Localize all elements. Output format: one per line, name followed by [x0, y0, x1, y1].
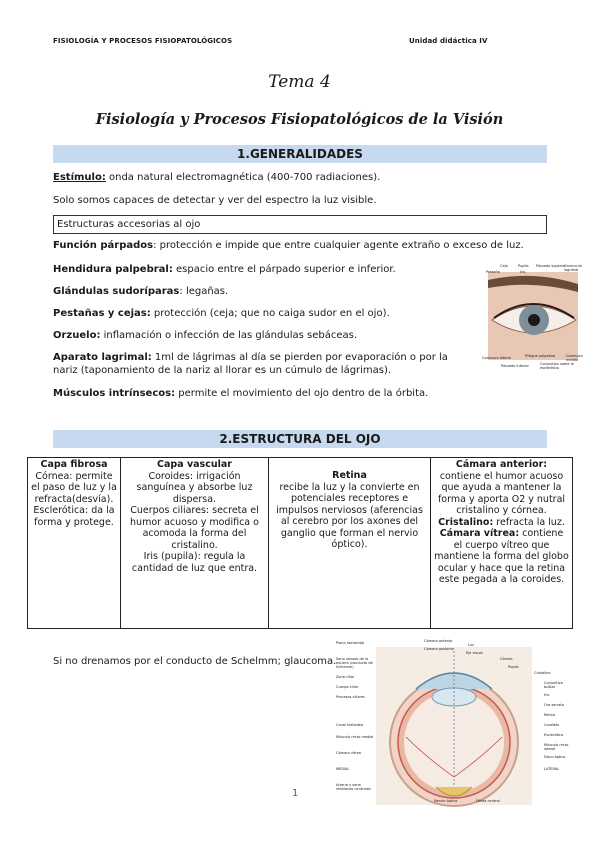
anatomy-label-left: Procesos ciliares	[336, 695, 365, 699]
cell-label: Cámara vítrea:	[439, 528, 520, 539]
item-label: Glándulas sudoríparas	[53, 286, 180, 297]
cell-label: Cámara anterior:	[455, 459, 548, 470]
item-label: Aparato lagrimal:	[53, 352, 152, 363]
accesorias-box: Estructuras accesorias al ojo	[53, 215, 547, 234]
anatomy-label-right: Disco óptico	[544, 755, 566, 759]
anatomy-label-right: Cámara posterior	[424, 647, 455, 651]
anatomy-label-left: MEDIAL	[336, 767, 350, 771]
anatomy-label-right: Nervio óptico	[434, 799, 458, 803]
anatomy-label-right: Retina	[544, 713, 556, 717]
cell-text: contiene el humor acuoso que ayuda a mantener la forma y aporta O2 y nutral cristalino y córnea.	[437, 470, 566, 516]
cell-line: Córnea: permite el paso de luz y la refracta(desvía).	[31, 470, 117, 505]
table-cell-fibrosa	[28, 458, 121, 629]
eye-label: Conjuntiva sobre la esclerótica	[540, 362, 574, 370]
item-label: Músculos intrínsecos:	[53, 388, 176, 399]
cell-part	[434, 528, 569, 586]
anatomy-label-right: Luz	[468, 643, 474, 647]
anatomy-label-left: Zona ciliar	[336, 675, 355, 679]
page-title: Tema 4	[268, 72, 331, 92]
table-cell-retina	[269, 458, 431, 629]
item-parpados	[53, 239, 543, 252]
section-heading-generalidades: 1.GENERALIDADES	[53, 145, 547, 163]
item-text: : legañas.	[179, 286, 229, 297]
eye-label: Comisura medial	[566, 354, 583, 362]
eye-label: Iris	[520, 270, 526, 274]
cell-line: Coroides: irrigación sanguínea y absorbe luz dispersa.	[136, 470, 253, 505]
item-text: permite el movimiento del ojo dentro de la órbita.	[175, 388, 429, 399]
header-left: FISIOLOGÍA Y PROCESOS FISIOPATOLÓGICOS	[53, 37, 233, 45]
eye-photo	[478, 262, 588, 372]
anatomy-label-left: Seno venoso de la esclera (conducto de Schlemm)	[336, 657, 373, 669]
item-label: Pestañas y cejas:	[53, 308, 151, 319]
cell-title: Capa fibrosa	[40, 459, 108, 470]
cell-title: Capa vascular	[157, 459, 232, 470]
estimulo-label: Estímulo:	[53, 172, 106, 183]
anatomy-label-right: Coroides	[544, 723, 560, 727]
item-glandulas	[53, 285, 473, 298]
table-cell-vascular	[121, 458, 269, 629]
item-label: Función párpados	[53, 240, 154, 251]
anatomy-label-right: Iris	[544, 693, 550, 697]
anatomy-label-right: Músculo recto lateral	[544, 743, 569, 751]
anatomy-label-left: Cuerpo ciliar	[336, 685, 359, 689]
item-text: espacio entre el párpado superior e inferior.	[172, 264, 396, 275]
item-hendidura	[53, 263, 473, 276]
anatomy-label-right: Eje visual	[466, 651, 483, 655]
eye-anatomy-diagram	[336, 637, 572, 807]
anatomy-label-left: Músculo recto medial	[336, 735, 374, 739]
eye-label: Pupila	[518, 264, 529, 268]
anatomy-label-left: Canal hialoideo	[336, 723, 363, 727]
anatomy-label-right: LATERAL	[544, 767, 560, 771]
anatomy-label-right: Cámara anterior	[424, 639, 453, 643]
anatomy-label-right: Ora serrata	[544, 703, 564, 707]
table-cell-camaras	[431, 458, 573, 629]
cell-line: Cuerpos ciliares: secreta el humor acuoso y modifica o acomoda la forma del cristalino.	[130, 505, 259, 551]
cell-line: Iris (pupila): regula la cantidad de luz que entra.	[131, 551, 258, 574]
cell-line: Esclerótica: da la forma y protege.	[33, 505, 115, 528]
anatomy-label-right: Fóvea central	[476, 799, 500, 803]
cell-part	[434, 459, 569, 517]
item-text: protección (ceja; que no caiga sudor en el ojo).	[150, 308, 390, 319]
cell-label: Cristalino:	[438, 516, 494, 528]
anatomy-label-right: Pupila	[508, 665, 519, 669]
cell-text: contiene el cuerpo vítreo que mantiene la forma del globo ocular y hace que la retina este pegada a la coroides.	[434, 528, 569, 585]
item-text: 1ml de lágrimas al día se pierden por evaporación o por la nariz (taponamiento de la nariz al llorar es un cúmulo de lágrimas).	[53, 352, 448, 376]
eye-label: Ceja	[500, 264, 508, 268]
header-right: Unidad didáctica IV	[409, 37, 488, 45]
anatomy-label-right: Cristalino	[534, 671, 551, 675]
anatomy-label-right: Esclerótica	[544, 733, 564, 737]
eye-label: Comisura lateral	[482, 356, 511, 360]
cell-part	[434, 517, 569, 529]
item-label: Hendidura palpebral:	[53, 264, 173, 275]
item-label: Orzuelo:	[53, 330, 101, 341]
table-row	[28, 458, 573, 629]
item-aparato-lagrimal	[53, 351, 473, 377]
anatomy-label-left: Cámara vítrea	[336, 751, 361, 755]
estimulo-text: onda natural electromagnética (400-700 radiaciones).	[105, 172, 381, 183]
item-musculos	[53, 387, 473, 400]
anatomy-label-left: Arteria y vena retinianas centrales	[336, 783, 371, 791]
eye-label: Párpado superior	[536, 264, 566, 268]
section-heading-estructura: 2.ESTRUCTURA DEL OJO	[53, 430, 547, 448]
cell-line: recibe la luz y la convierte en potenciales receptores e impulsos nerviosos (aferencias al cerebro por los axones del ganglio que forman el nervio óptico).	[276, 481, 423, 550]
eye-label: Pestaña	[486, 270, 500, 274]
anatomy-label-right: Conjuntiva bulbar	[544, 681, 563, 689]
anatomy-label-right: Córnea	[500, 657, 513, 661]
item-pestanas	[53, 307, 473, 320]
eye-label: Pliegue palpebral	[525, 354, 556, 358]
item-text: : protección e impide que entre cualquier agente extraño o exceso de luz.	[153, 240, 524, 251]
cell-title: Retina	[332, 470, 367, 481]
item-text: inflamación o infección de las glándulas sebáceas.	[100, 330, 358, 341]
eye-label: Carúncula lagrimal	[564, 264, 582, 272]
eye-structure-table	[27, 457, 573, 629]
page-subtitle: Fisiología y Procesos Fisiopatológicos de la Visión	[95, 111, 504, 128]
estimulo-paragraph	[53, 171, 380, 184]
eye-label: Párpado inferior	[501, 364, 529, 368]
cell-text: refracta la luz.	[493, 516, 565, 528]
anatomy-label-left: Plano horizontal	[336, 641, 365, 645]
item-orzuelo	[53, 329, 473, 342]
espectro-paragraph: Solo somos capaces de detectar y ver del espectro la luz visible.	[53, 195, 377, 206]
glaucoma-note: Si no drenamos por el conducto de Schelmm; glaucoma.	[53, 656, 337, 667]
page-number: 1	[292, 788, 299, 799]
